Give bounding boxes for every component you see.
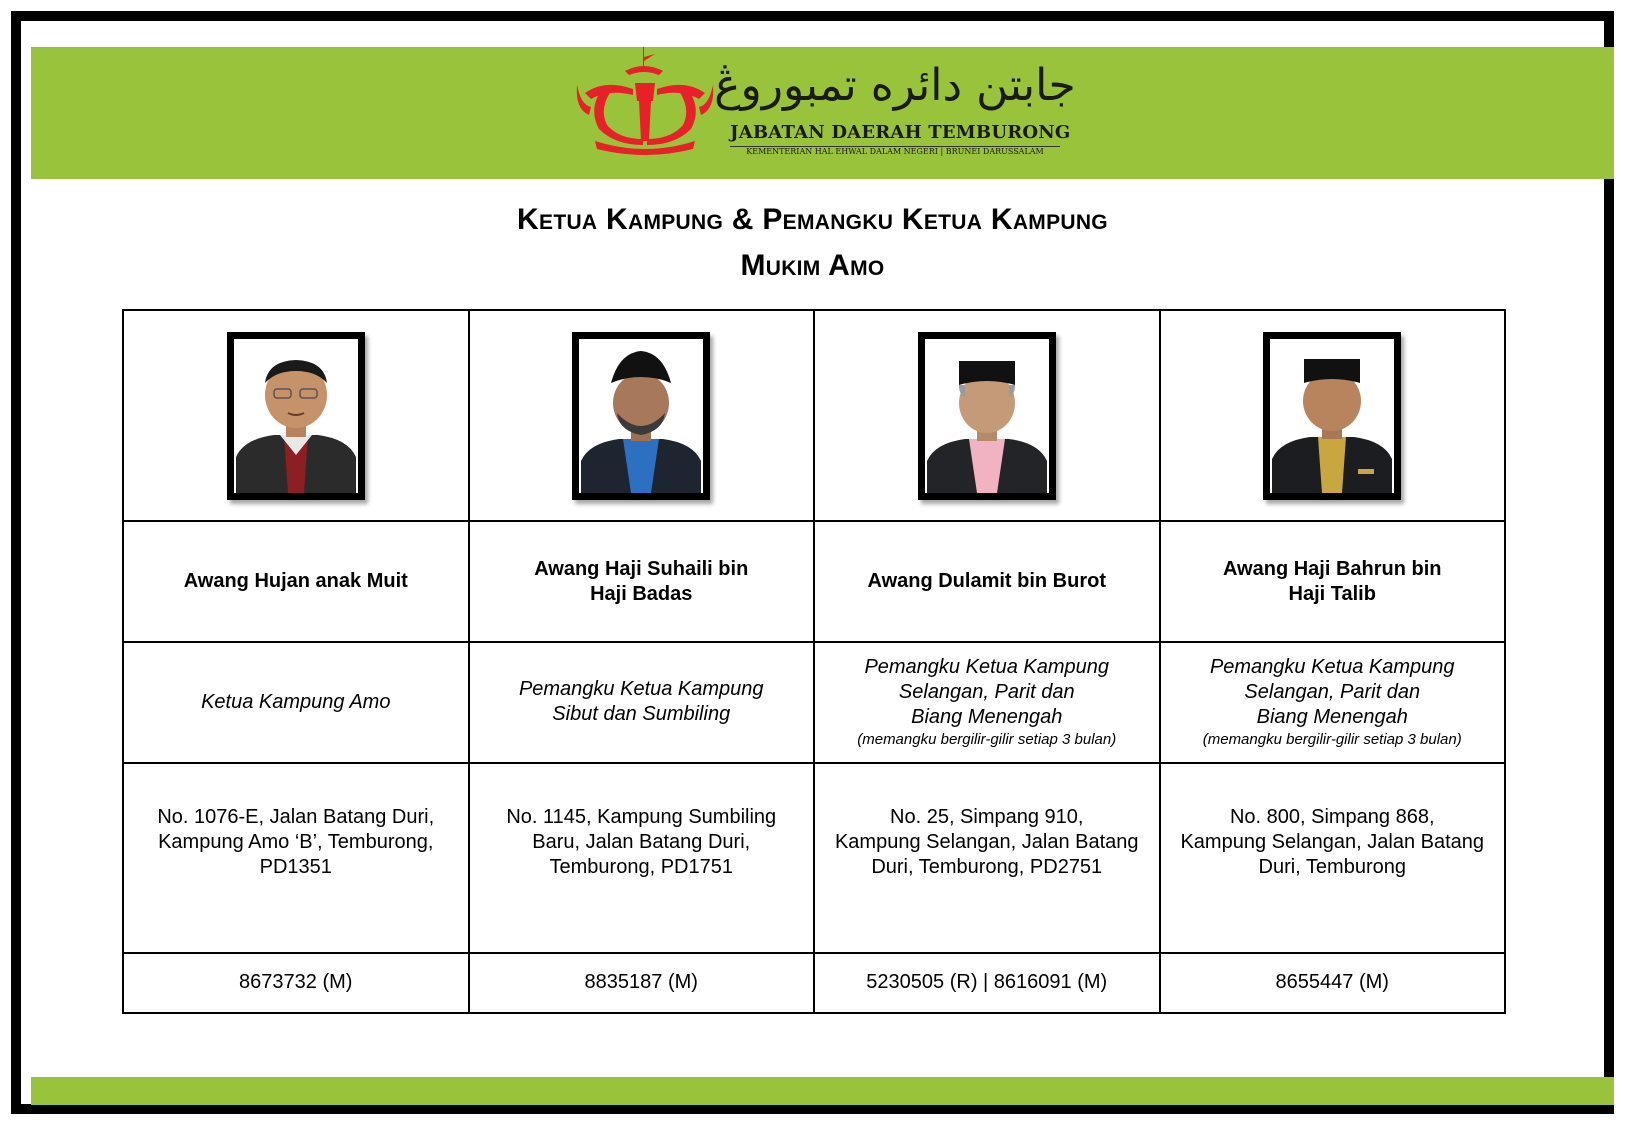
position-cell — [814, 642, 1160, 763]
name-cell — [469, 521, 815, 642]
page-subtitle: Mukim Amo — [740, 249, 885, 282]
phone-number: 8673732 (M) — [239, 971, 353, 994]
address-block — [130, 805, 462, 880]
name-cell — [1160, 521, 1506, 642]
photo-cell — [123, 310, 469, 521]
portrait-figure-icon — [1270, 339, 1394, 493]
phone-cell — [469, 953, 815, 1013]
address-line: Duri, Temburong, PD2751 — [871, 856, 1103, 879]
address-line: Temburong, PD1751 — [549, 856, 733, 879]
person-name: Awang Haji Bahrun bin — [1222, 557, 1442, 580]
portrait-photo — [1263, 332, 1401, 500]
phone-number: 5230505 (R) | 8616091 (M) — [866, 971, 1108, 994]
person-name: Awang Dulamit bin Burot — [867, 570, 1106, 593]
page-title: Ketua Kampung & Pemangku Ketua Kampung — [517, 203, 1108, 236]
portrait-figure-icon — [925, 339, 1049, 493]
ministry-name: KEMENTERIAN HAL EHWAL DALAM NEGERI | BRUNEI DARUSSALAM — [746, 147, 1044, 156]
person-name-cont: Haji Badas — [590, 582, 693, 605]
phone-number: 8835187 (M) — [584, 971, 698, 994]
person-name: Awang Hujan anak Muit — [183, 570, 408, 593]
position-row — [123, 642, 1505, 763]
position-title-cont: Biang Menengah — [911, 706, 1063, 729]
address-block — [1167, 805, 1499, 880]
rotation-note: (memangku bergilir-gilir setiap 3 bulan) — [857, 731, 1117, 749]
address-line: No. 1076-E, Jalan Batang Duri, — [157, 806, 435, 829]
address-line: Kampung Selangan, Jalan Batang — [834, 831, 1139, 854]
position-title: Ketua Kampung Amo — [201, 690, 391, 713]
address-block — [821, 805, 1153, 880]
position-title-cont: Selangan, Parit dan — [1244, 681, 1421, 704]
position-title-cont: Biang Menengah — [1256, 706, 1408, 729]
address-line: No. 25, Simpang 910, — [890, 806, 1084, 829]
position-title: Pemangku Ketua Kampung — [518, 678, 764, 701]
address-line: Baru, Jalan Batang Duri, — [532, 831, 751, 854]
address-block — [476, 805, 808, 880]
address-row — [123, 763, 1505, 953]
position-title: Pemangku Ketua Kampung — [864, 656, 1110, 679]
photo-row — [123, 310, 1505, 521]
person-name-cont: Haji Talib — [1288, 582, 1376, 605]
portrait-photo — [572, 332, 710, 500]
position-title-cont: Sibut dan Sumbiling — [552, 703, 731, 726]
footer-band — [31, 1077, 1614, 1105]
person-name: Awang Haji Suhaili bin — [534, 557, 749, 580]
rotation-note: (memangku bergilir-gilir setiap 3 bulan) — [1202, 731, 1462, 749]
address-line: No. 1145, Kampung Sumbiling — [506, 806, 777, 829]
name-row — [123, 521, 1505, 642]
photo-cell — [1160, 310, 1506, 521]
phone-cell — [123, 953, 469, 1013]
name-cell — [123, 521, 469, 642]
address-cell — [814, 763, 1160, 953]
jawi-logo-text — [714, 40, 1076, 118]
photo-cell — [814, 310, 1160, 521]
org-name: JABATAN DAERAH TEMBURONG — [730, 122, 1071, 143]
position-title: Pemangku Ketua Kampung — [1209, 656, 1455, 679]
address-cell — [1160, 763, 1506, 953]
address-cell — [123, 763, 469, 953]
address-cell — [469, 763, 815, 953]
address-line: PD1351 — [259, 856, 332, 879]
position-cell — [469, 642, 815, 763]
phone-cell — [814, 953, 1160, 1013]
phone-cell — [1160, 953, 1506, 1013]
address-line: Duri, Temburong — [1258, 856, 1406, 879]
jawi-text: جابتن دائره تمبوروڠ — [714, 60, 1076, 111]
position-title-cont: Selangan, Parit dan — [898, 681, 1075, 704]
photo-cell — [469, 310, 815, 521]
position-cell — [123, 642, 469, 763]
roster-table — [122, 309, 1506, 1014]
address-line: Kampung Amo ‘B’, Temburong, — [158, 831, 434, 854]
portrait-photo — [918, 332, 1056, 500]
address-line: No. 800, Simpang 868, — [1229, 806, 1435, 829]
address-line: Kampung Selangan, Jalan Batang — [1180, 831, 1485, 854]
portrait-photo — [227, 332, 365, 500]
position-cell — [1160, 642, 1506, 763]
name-cell — [814, 521, 1160, 642]
phone-number: 8655447 (M) — [1275, 971, 1389, 994]
brunei-crest-icon — [575, 45, 715, 157]
phone-row — [123, 953, 1505, 1013]
portrait-figure-icon — [579, 339, 703, 493]
portrait-figure-icon — [234, 339, 358, 493]
